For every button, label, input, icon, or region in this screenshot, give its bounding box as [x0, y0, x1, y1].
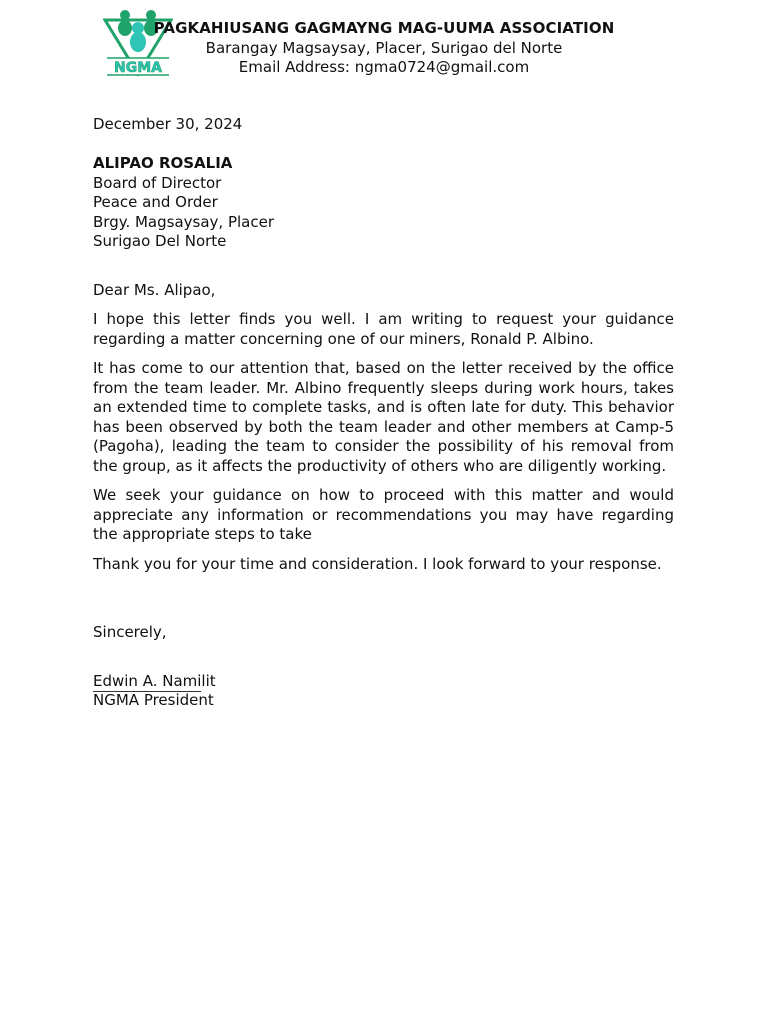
signatory-name-text: Edwin A. Namilit — [93, 671, 216, 690]
signatory-title: NGMA President — [93, 691, 214, 709]
organization-name: PAGKAHIUSANG GAGMAYNG MAG-UUMA ASSOCIATION — [153, 19, 615, 37]
recipient-block — [93, 154, 674, 252]
signature-line — [93, 691, 201, 692]
body-paragraph: I hope this letter finds you well. I am writing to request your guidance regarding a matter concerning one of our miners, Ronald P. Albino. — [93, 310, 674, 348]
body-paragraph: We seek your guidance on how to proceed with this matter and would appreciate any information or recommendations you may have regarding the appropriate steps to take — [93, 486, 674, 543]
body-paragraph: Thank you for your time and consideration. I look forward to your response. — [93, 554, 662, 573]
letter-body — [93, 115, 674, 711]
closing: Sincerely, — [93, 623, 167, 641]
recipient-title: Board of Director — [93, 173, 222, 192]
organization-address: Barangay Magsaysay, Placer, Surigao del Norte — [205, 38, 563, 57]
recipient-committee: Peace and Order — [93, 193, 218, 211]
letterhead — [0, 19, 768, 78]
recipient-address-line1: Brgy. Magsaysay, Placer — [93, 212, 274, 231]
organization-email: Email Address: ngma0724@gmail.com — [238, 58, 530, 76]
recipient-name: ALIPAO ROSALIA — [93, 154, 233, 172]
letter-date: December 30, 2024 — [93, 115, 243, 133]
salutation: Dear Ms. Alipao, — [93, 280, 216, 299]
recipient-address-line2: Surigao Del Norte — [93, 232, 227, 250]
logo-text: NGMA — [114, 60, 162, 76]
signatory-name — [93, 672, 216, 692]
body-paragraph: It has come to our attention that, based on the letter received by the office from the team leader. Mr. Albino frequently sleeps during work hours, takes an extended time to complete tasks, and is often late for duty. This behavior has been observed by both the team leader and other members at Camp-5 (Pagoha), leading the team to consider the possibility of his removal from the group, as it affects the productivity of others who are diligently working. — [93, 359, 674, 475]
